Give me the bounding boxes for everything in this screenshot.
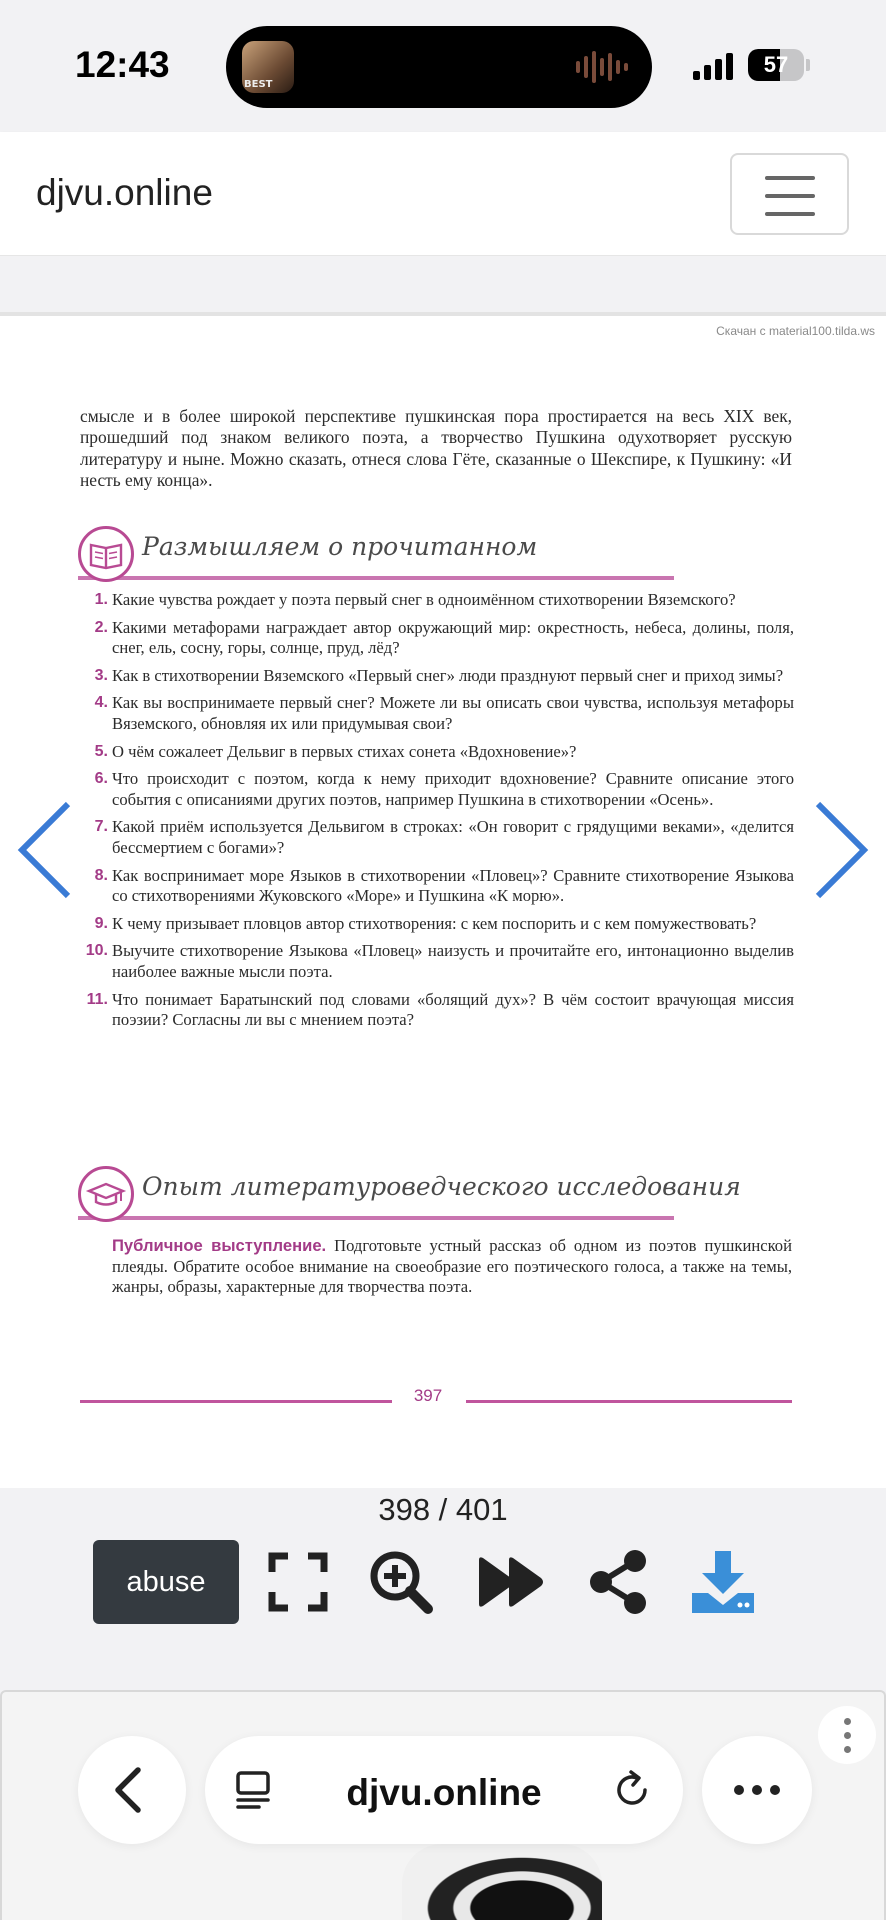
menu-toggle-button[interactable] xyxy=(730,153,849,235)
question-text: Как в стихотворении Вяземского «Первый снег» люди празднуют первый снег и приход зимы? xyxy=(112,665,784,685)
question-number: 5. xyxy=(94,742,108,760)
document-page xyxy=(0,316,886,1488)
browser-back-button[interactable] xyxy=(78,1736,186,1844)
question-text: К чему призывает пловцов автор стихотворения: с кем поспорить и с кем помужествовать? xyxy=(112,913,757,933)
question-item xyxy=(78,914,794,935)
question-text: Что понимает Баратынский под словами «болящий дух»? В чём состоит врачующая миссия поэзии? Согласны ли вы с мнением поэта? xyxy=(112,989,794,1030)
vertical-dots-icon[interactable] xyxy=(818,1706,876,1764)
chevron-left-icon xyxy=(78,1736,186,1844)
question-number: 3. xyxy=(94,666,108,684)
question-item xyxy=(78,941,794,982)
battery-cap xyxy=(806,59,810,71)
question-text: Что происходит с поэтом, когда к нему приходит вдохновение? Сравните описание этого события с описаниями других поэтов, например Пушкина в стихотворении «Осень». xyxy=(112,769,794,809)
more-dots-icon xyxy=(702,1736,812,1844)
hamburger-icon xyxy=(765,176,815,180)
heading-underline xyxy=(78,576,674,580)
battery-percent: 57 xyxy=(763,52,789,77)
heading-underline xyxy=(78,1216,674,1220)
task-label: Публичное выступление. xyxy=(112,1236,327,1255)
audio-waveform-icon xyxy=(576,48,628,86)
question-number: 10. xyxy=(85,942,108,960)
question-text: Как воспринимает море Языков в стихотворении «Пловец»? Сравните стихотворение Языкова со стихотворениями Жуковского «Море» и Пушкина «К морю». xyxy=(112,865,794,906)
public-speaking-task xyxy=(112,1236,792,1298)
thumbnail-text: BEST xyxy=(244,79,273,90)
browser-more-button[interactable] xyxy=(702,1736,812,1844)
question-number: 2. xyxy=(94,618,108,636)
status-time: 12:43 xyxy=(75,44,170,85)
question-text: Какой приём используется Дельвигом в строках: «Он говорит с грядущими веками», «делится бессмертием с богами»? xyxy=(112,817,794,857)
page-number: 397 xyxy=(413,1386,443,1405)
question-number: 6. xyxy=(94,770,108,788)
battery-icon xyxy=(748,49,804,81)
status-bar xyxy=(0,0,886,132)
question-number: 7. xyxy=(94,818,108,836)
footer-rule-left xyxy=(80,1400,392,1403)
question-item xyxy=(78,618,794,659)
question-text: Как вы воспринимаете первый снег? Можете ли вы описать свои чувства, используя метафоры Вяземского, обновляя их или придумывая свои? xyxy=(112,693,794,733)
intro-paragraph: смысле и в более широкой перспективе пушкинская пора простирается на весь XIX век, прошедший под знаком великого поэта, а творчество Пушкина одухотворяет русскую литературу и ныне. Можно сказать, отнеся слова Гёте, сказанные о Шекспире, к Пушкину: «И несть ему конца». xyxy=(80,406,792,491)
question-text: Выучите стихотворение Языкова «Пловец» наизусть и прочитайте его, интонационно выделив наиболее важные мысли поэта. xyxy=(112,941,794,981)
source-note: Скачан с material100.tilda.ws xyxy=(716,324,875,338)
question-text: Какие чувства рождает у поэта первый снег в одноимённом стихотворении Вяземского? xyxy=(112,590,736,609)
now-playing-thumbnail xyxy=(242,41,294,93)
footer-rule-right xyxy=(466,1400,792,1403)
page-counter: 398 / 401 xyxy=(378,1492,508,1527)
question-number: 11. xyxy=(86,990,108,1008)
question-text: О чём сожалеет Дельвиг в первых стихах сонета «Вдохновение»? xyxy=(112,741,577,761)
ad-image-peek xyxy=(402,1844,602,1920)
task-text: Подготовьте устный рассказ об одном из поэтов пушкинской плеяды. Обратите особое внимание на своеобразие его поэтического голоса, а также на темы, жанры, образы, характерные для творчества поэта. xyxy=(112,1236,792,1297)
download-icon[interactable] xyxy=(688,1550,758,1614)
fast-forward-icon[interactable] xyxy=(476,1550,546,1614)
cellular-signal-icon xyxy=(693,50,737,80)
address-bar[interactable] xyxy=(205,1736,683,1844)
section-title: Опыт литературоведческого исследования xyxy=(142,1172,741,1201)
question-item xyxy=(78,666,794,687)
question-number: 4. xyxy=(94,694,108,712)
graduation-cap-icon xyxy=(78,1166,134,1222)
previous-page-arrow-icon[interactable] xyxy=(16,800,76,900)
question-item xyxy=(78,693,794,734)
question-text: Какими метафорами награждает автор окружающий мир: окрестность, небеса, долины, поля, снег, ель, сосну, горы, солнце, пруд, лёд? xyxy=(112,617,794,658)
question-item xyxy=(78,769,794,810)
question-item xyxy=(78,990,794,1031)
section-heading-reflect xyxy=(78,526,678,586)
question-number: 1. xyxy=(94,591,108,608)
questions-list xyxy=(78,590,794,1038)
section-heading-research xyxy=(78,1166,741,1226)
address-bar-url[interactable]: djvu.online xyxy=(346,1772,542,1813)
question-item xyxy=(78,742,794,763)
question-number: 8. xyxy=(94,866,108,884)
next-page-arrow-icon[interactable] xyxy=(810,800,870,900)
question-number: 9. xyxy=(94,914,108,932)
question-item xyxy=(78,817,794,858)
dynamic-island[interactable] xyxy=(226,26,652,108)
site-brand-link[interactable]: djvu.online xyxy=(36,172,213,213)
abuse-button[interactable]: abuse xyxy=(93,1540,239,1624)
book-icon xyxy=(78,526,134,582)
site-header xyxy=(0,132,886,256)
viewer-toolbar xyxy=(0,1538,886,1628)
question-item xyxy=(78,590,794,611)
browser-bottom-bar xyxy=(0,1690,886,1920)
zoom-in-icon[interactable] xyxy=(366,1550,436,1614)
fullscreen-icon[interactable] xyxy=(263,1550,333,1614)
share-icon[interactable] xyxy=(583,1550,653,1614)
reload-icon xyxy=(611,1768,655,1812)
question-item xyxy=(78,866,794,907)
section-title: Размышляем о прочитанном xyxy=(142,532,538,561)
